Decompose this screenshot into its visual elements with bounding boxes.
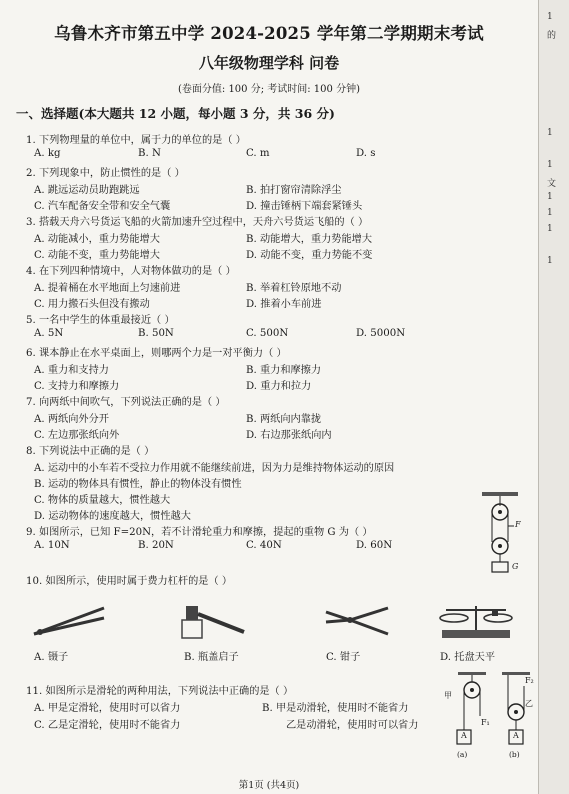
q1-option-d: D. s (356, 148, 376, 159)
bottle-opener-icon (180, 600, 250, 642)
q11-right-force: F₂ (525, 676, 534, 685)
q1-option-b: B. N (138, 148, 161, 159)
q6-option-b: B. 重力和摩擦力 (246, 365, 322, 376)
q11-option-d: 乙是动滑轮，使用时可以省力 (286, 720, 419, 731)
exam-title: 乌鲁木齐市第五中学 2024-2025 学年第二学期期末考试 (54, 24, 484, 43)
page-footer: 第1页 (共4页) (238, 780, 300, 791)
q6-option-d: D. 重力和拉力 (246, 381, 312, 392)
q7-option-a: A. 两纸向外分开 (34, 414, 109, 425)
balance-scale-icon (436, 596, 516, 642)
q7-option-b: B. 两纸向内靠拢 (246, 414, 322, 425)
question-3: 3. 搭载天舟六号货运飞船的火箭加速升空过程中，天舟六号货运飞船的（ ） (26, 217, 369, 228)
q3-option-a: A. 动能减小，重力势能增大 (34, 234, 160, 245)
q11-option-b: B. 甲是动滑轮，使用时不能省力 (262, 703, 409, 714)
edge-char: 1 (547, 256, 553, 266)
question-6: 6. 课本静止在水平桌面上，则哪两个力是一对平衡力（ ） (26, 348, 287, 359)
q5-option-b: B. 50N (138, 328, 174, 339)
q5-option-c: C. 500N (246, 328, 289, 339)
q6-option-c: C. 支持力和摩擦力 (34, 381, 120, 392)
question-9: 9. 如图所示，已知 F=20N，若不计滑轮重力和摩擦，提起的重物 G 为（ ） (26, 527, 373, 538)
section-heading: 一、选择题(本大题共 12 小题，每小题 3 分，共 36 分) (16, 106, 335, 121)
question-11: 11. 如图所示是滑轮的两种用法，下列说法中正确的是（ ） (26, 686, 294, 697)
question-7: 7. 向两纸中间吹气，下列说法正确的是（ ） (26, 397, 226, 408)
q11-right-caption: (b) (509, 750, 520, 759)
q8-option-c: C. 物体的质量越大，惯性越大 (34, 495, 171, 506)
edge-char: 1 (547, 12, 553, 22)
q11-left-force: F₁ (481, 718, 490, 727)
edge-char: 1 (547, 192, 553, 202)
edge-char: 1 (547, 208, 553, 218)
q11-left-label: 甲 (444, 691, 452, 700)
q11-left-caption: (a) (457, 750, 468, 759)
q4-option-a: A. 提着桶在水平地面上匀速前进 (34, 283, 181, 294)
q1-option-a: A. kg (34, 148, 61, 159)
q9-option-d: D. 60N (356, 540, 393, 551)
edge-char: 1 (547, 128, 553, 138)
q4-option-d: D. 推着小车前进 (246, 299, 322, 310)
edge-char: 1 (547, 224, 553, 234)
q10-option-d: D. 托盘天平 (440, 652, 496, 663)
q9-option-a: A. 10N (34, 540, 70, 551)
tweezers-icon (30, 600, 110, 640)
q11-option-c: C. 乙是定滑轮，使用时不能省力 (34, 720, 181, 731)
q9-option-b: B. 20N (138, 540, 174, 551)
edge-char: 1 (547, 160, 553, 170)
q9-force-label: F (515, 520, 521, 529)
q4-option-b: B. 举着杠铃原地不动 (246, 283, 342, 294)
question-10: 10. 如图所示，使用时属于费力杠杆的是（ ） (26, 576, 233, 587)
exam-meta: (卷面分值: 100 分; 考试时间: 100 分钟) (178, 84, 360, 95)
q1-option-c: C. m (246, 148, 270, 159)
q7-option-d: D. 右边那张纸向内 (246, 430, 332, 441)
edge-char: 文 (547, 179, 557, 189)
pliers-icon (322, 600, 394, 642)
q2-option-d: D. 撞击锤柄下端套紧锤头 (246, 201, 363, 212)
q10-option-b: B. 瓶盖启子 (184, 652, 239, 663)
question-5: 5. 一名中学生的体重最接近（ ） (26, 315, 175, 326)
q5-option-d: D. 5000N (356, 328, 406, 339)
q8-option-a: A. 运动中的小车若不受拉力作用就不能继续前进，因为力是维持物体运动的原因 (34, 463, 395, 474)
question-1: 1. 下列物理量的单位中，属于力的单位的是（ ） (26, 135, 246, 146)
q11-right-block: A (513, 731, 519, 740)
q2-option-a: A. 跳远运动员助跑跳远 (34, 185, 140, 196)
q11-option-a: A. 甲是定滑轮，使用时可以省力 (34, 703, 181, 714)
q3-option-b: B. 动能增大，重力势能增大 (246, 234, 373, 245)
q8-option-b: B. 运动的物体具有惯性，静止的物体没有惯性 (34, 479, 242, 490)
question-2: 2. 下列现象中，防止惯性的是（ ） (26, 168, 185, 179)
adjacent-page-edge (538, 0, 569, 794)
q6-option-a: A. 重力和支持力 (34, 365, 109, 376)
q9-weight-label: G (512, 562, 519, 571)
q2-option-c: C. 汽车配备安全带和安全气囊 (34, 201, 171, 212)
q3-option-c: C. 动能不变，重力势能增大 (34, 250, 160, 261)
q5-option-a: A. 5N (34, 328, 64, 339)
edge-char: 的 (547, 31, 557, 41)
q11-left-block: A (461, 731, 467, 740)
q10-option-c: C. 钳子 (326, 652, 361, 663)
question-4: 4. 在下列四种情境中，人对物体做功的是（ ） (26, 266, 236, 277)
q11-right-label: 乙 (525, 699, 533, 708)
q3-option-d: D. 动能不变，重力势能不变 (246, 250, 373, 261)
q8-option-d: D. 运动物体的速度越大，惯性越大 (34, 511, 191, 522)
q7-option-c: C. 左边那张纸向外 (34, 430, 120, 441)
q2-option-b: B. 拍打窗帘清除浮尘 (246, 185, 342, 196)
exam-subtitle: 八年级物理学科 问卷 (198, 54, 340, 72)
q9-option-c: C. 40N (246, 540, 282, 551)
q10-option-a: A. 镊子 (34, 652, 69, 663)
question-8: 8. 下列说法中正确的是（ ） (26, 446, 155, 457)
q4-option-c: C. 用力搬石头但没有搬动 (34, 299, 150, 310)
